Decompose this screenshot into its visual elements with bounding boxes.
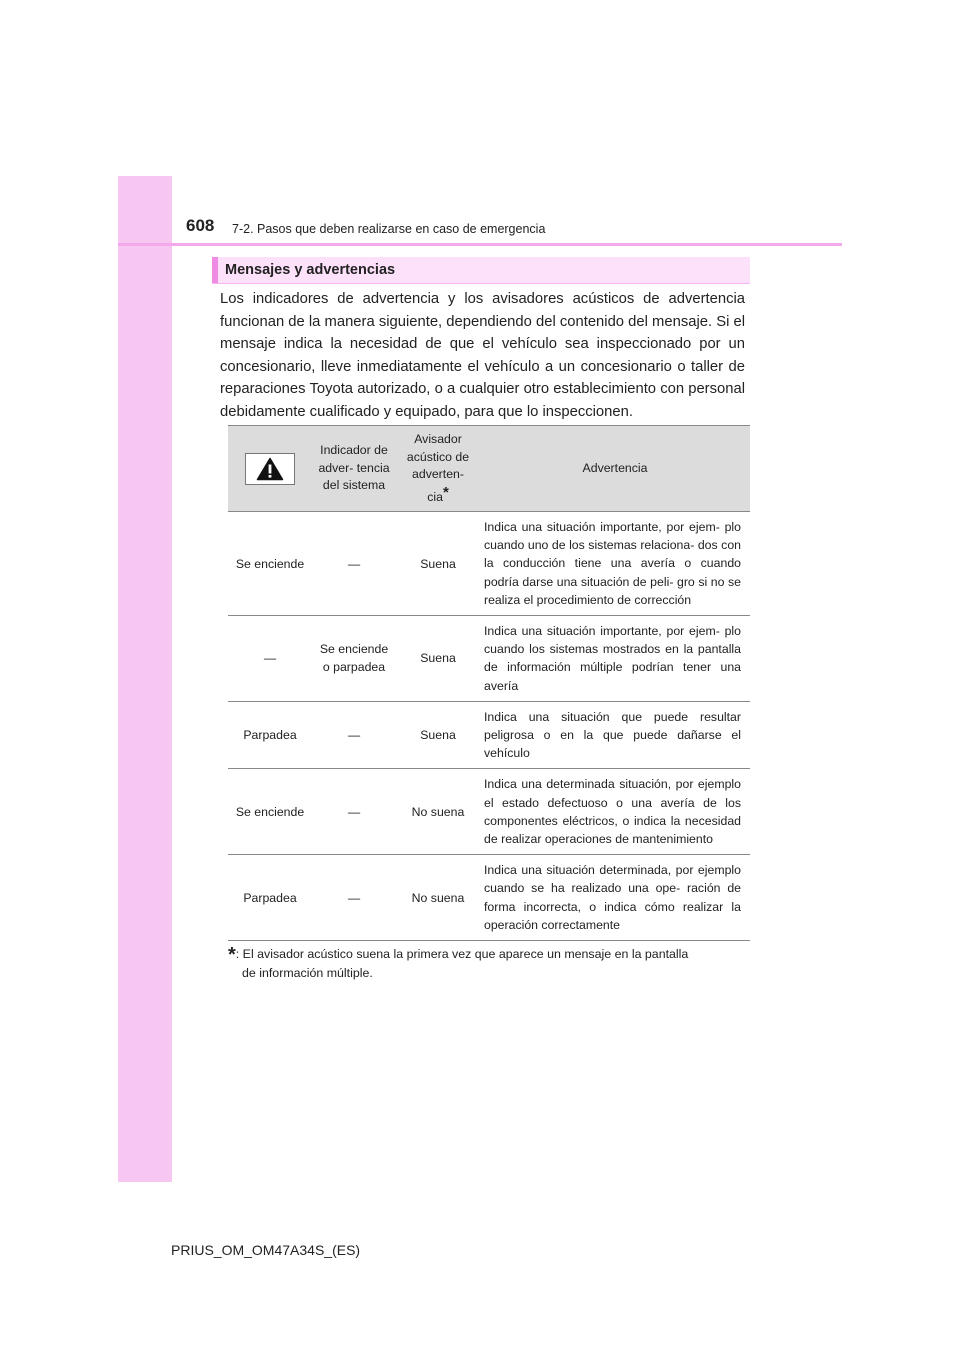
- table-row: [228, 769, 750, 855]
- warning-triangle-icon: [245, 453, 295, 485]
- header-system-indicator: Indicador de adver- tencia del sistema: [312, 426, 396, 512]
- table-row: [228, 616, 750, 702]
- footnote: [228, 946, 746, 982]
- footnote-line1: : El avisador acústico suena la primera vez que aparece un mensaje en la pantalla: [235, 947, 689, 961]
- cell-buzzer: Suena: [396, 616, 480, 702]
- header-buzzer-label: Avisador acústico de adverten- cia: [406, 432, 470, 504]
- cell-buzzer: No suena: [396, 855, 480, 941]
- cell-indicator: Se enciende: [228, 769, 312, 855]
- footnote-mark: *: [442, 483, 449, 501]
- page-number: 608: [186, 216, 215, 235]
- table-row: [228, 855, 750, 941]
- header-warning: Advertencia: [480, 426, 750, 512]
- cell-buzzer: Suena: [396, 701, 480, 769]
- header-buzzer: [396, 426, 480, 512]
- cell-warning: Indica una situación importante, por ejem- plo cuando uno de los sistemas relaciona- dos con la conducción tiene una avería o cuando podría darse una situación de peli- gro si no se realiza el procedimiento de corrección: [480, 512, 750, 616]
- cell-indicator: Se enciende: [228, 512, 312, 616]
- warning-table: [228, 425, 750, 941]
- cell-buzzer: No suena: [396, 769, 480, 855]
- section-accent-bar: [212, 257, 218, 283]
- cell-system: —: [312, 701, 396, 769]
- cell-warning: Indica una situación importante, por ejem- plo cuando los sistemas mostrados en la pantalla de información múltiple podrían tener una avería: [480, 616, 750, 702]
- section-title: Mensajes y advertencias: [225, 262, 396, 278]
- intro-paragraph: Los indicadores de advertencia y los avisadores acústicos de advertencia funcionan de la manera siguiente, dependiendo del contenido del mensaje. Si el mensaje indica la necesidad de que el vehículo sea inspeccionado por un concesionario, lleve inmediatamente el vehículo a un concesionario o taller de reparaciones Toyota autorizado, o a cualquier otro establecimiento con personal debidamente cualificado y equipado, para que lo inspeccionen.: [220, 291, 745, 420]
- cell-warning: Indica una situación que puede resultar peligrosa o en la que puede dañarse el vehículo: [480, 701, 750, 769]
- table-row: [228, 512, 750, 616]
- cell-indicator: Parpadea: [228, 855, 312, 941]
- side-tab-band: [118, 176, 172, 1182]
- cell-indicator: Parpadea: [228, 701, 312, 769]
- cell-system: —: [312, 855, 396, 941]
- header-icon-cell: [228, 426, 312, 512]
- footnote-star: *: [228, 944, 236, 966]
- header-rule: [118, 243, 842, 246]
- document-code: PRIUS_OM_OM47A34S_(ES): [171, 1242, 361, 1258]
- cell-buzzer: Suena: [396, 512, 480, 616]
- table-header-row: [228, 426, 750, 512]
- cell-indicator: —: [228, 616, 312, 702]
- cell-system: —: [312, 512, 396, 616]
- cell-warning: Indica una situación determinada, por ejemplo cuando se ha realizado una ope- ración de forma incorrecta, o indica cómo realizar la operación correctamente: [480, 855, 750, 941]
- cell-system: —: [312, 769, 396, 855]
- cell-warning: Indica una determinada situación, por ejemplo el estado defectuoso o una avería de los componentes eléctricos, o indica la necesidad de realizar operaciones de mantenimiento: [480, 769, 750, 855]
- cell-system: Se enciende o parpadea: [312, 616, 396, 702]
- chapter-title: 7-2. Pasos que deben realizarse en caso de emergencia: [232, 222, 546, 236]
- section-heading-box: [212, 257, 750, 284]
- table-row: [228, 701, 750, 769]
- footnote-line2: de información múltiple.: [242, 965, 373, 980]
